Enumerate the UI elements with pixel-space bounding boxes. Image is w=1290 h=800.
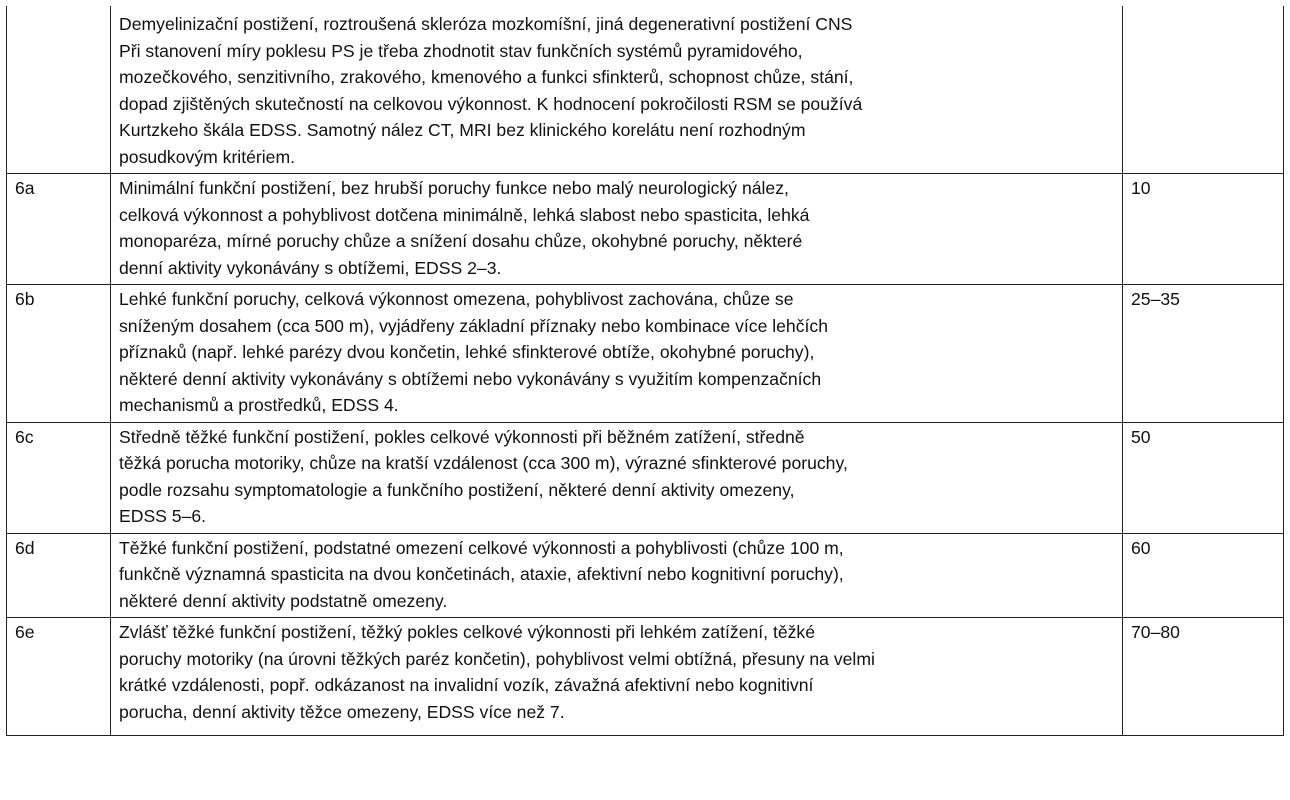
table-row-6b <box>7 285 1284 423</box>
row-code: 6c <box>7 422 111 533</box>
description-line: funkčně významná spasticita na dvou končetinách, ataxie, afektivní nebo kognitivní poruchy), <box>119 564 844 584</box>
intro-line: Kurtzkeho škála EDSS. Samotný nález CT, MRI bez klinického korelátu není rozhodným <box>119 120 806 140</box>
description-line: některé denní aktivity vykonávány s obtížemi nebo vykonávány s využitím kompenzačních <box>119 368 822 389</box>
intro-description-cell <box>111 6 1123 174</box>
description-line: sníženým dosahem (cca 500 m), vyjádřeny základní příznaky nebo kombinace více lehčích <box>119 315 828 336</box>
description-line: poruchy motoriky (na úrovni těžkých paréz končetin), pohyblivost velmi obtížná, přesuny na velmi <box>119 648 875 669</box>
intro-line: dopad zjištěných skutečností na celkovou výkonnost. K hodnocení pokročilosti RSM se používá <box>119 93 863 114</box>
description-line: příznaků (např. lehké parézy dvou končetin, lehké sfinkterové obtíže, okohybné poruchy), <box>119 342 815 362</box>
description-line: některé denní aktivity podstatně omezeny. <box>119 590 448 611</box>
row-percent: 50 <box>1123 422 1284 533</box>
row-percent: 70–80 <box>1123 618 1284 736</box>
description-line: těžká porucha motoriky, chůze na kratší vzdálenost (cca 300 m), výrazné sfinkterové poruchy, <box>119 453 848 473</box>
row-description <box>111 285 1123 423</box>
description-line: Lehké funkční poruchy, celková výkonnost omezena, pohyblivost zachována, chůze se <box>119 289 794 309</box>
intro-line: Při stanovení míry poklesu PS je třeba zhodnotit stav funkčních systémů pyramidového, <box>119 40 803 61</box>
description-line: Středně těžké funkční postižení, pokles celkové výkonnosti při běžném zatížení, středně <box>119 426 805 447</box>
description-line: porucha, denní aktivity těžce omezeny, EDSS více než 7. <box>119 701 565 722</box>
table-row-6e <box>7 618 1284 736</box>
intro-code-cell <box>7 6 111 174</box>
description-line: monoparéza, mírné poruchy chůze a snížení dosahu chůze, okohybné poruchy, některé <box>119 231 803 251</box>
description-line: Těžké funkční postižení, podstatné omezení celkové výkonnosti a pohyblivosti (chůze 100 m, <box>119 537 844 558</box>
table-row-6d <box>7 533 1284 618</box>
intro-line: mozečkového, senzitivního, zrakového, kmenového a funkci sfinkterů, schopnost chůze, stání, <box>119 67 854 87</box>
description-line: Zvlášť těžké funkční postižení, těžký pokles celkové výkonnosti při lehkém zatížení, těžké <box>119 622 816 642</box>
table-row-6c <box>7 422 1284 533</box>
description-line: EDSS 5–6. <box>119 506 207 526</box>
row-description <box>111 174 1123 285</box>
description-line: Minimální funkční postižení, bez hrubší poruchy funkce nebo malý neurologický nález, <box>119 178 789 198</box>
row-percent: 60 <box>1123 533 1284 618</box>
description-line: mechanismů a prostředků, EDSS 4. <box>119 395 399 415</box>
disability-assessment-table <box>6 6 1284 736</box>
description-line: krátké vzdálenosti, popř. odkázanost na invalidní vozík, závažná afektivní nebo kognitivní <box>119 675 814 695</box>
row-code: 6e <box>7 618 111 736</box>
table-row-6a <box>7 174 1284 285</box>
row-description <box>111 618 1123 736</box>
row-percent: 10 <box>1123 174 1284 285</box>
description-line: denní aktivity vykonávány s obtížemi, EDSS 2–3. <box>119 257 502 278</box>
intro-percent-cell <box>1123 6 1284 174</box>
row-code: 6d <box>7 533 111 618</box>
row-code: 6a <box>7 174 111 285</box>
intro-line: Demyelinizační postižení, roztroušená skleróza mozkomíšní, jiná degenerativní postižení CNS <box>119 14 853 34</box>
description-line: celková výkonnost a pohyblivost dotčena minimálně, lehká slabost nebo spasticita, lehká <box>119 204 810 225</box>
intro-row <box>7 6 1284 174</box>
description-line: podle rozsahu symptomatologie a funkčního postižení, některé denní aktivity omezeny, <box>119 479 795 500</box>
row-code: 6b <box>7 285 111 423</box>
row-description <box>111 422 1123 533</box>
intro-line: posudkovým kritériem. <box>119 146 295 167</box>
row-description <box>111 533 1123 618</box>
row-percent: 25–35 <box>1123 285 1284 423</box>
